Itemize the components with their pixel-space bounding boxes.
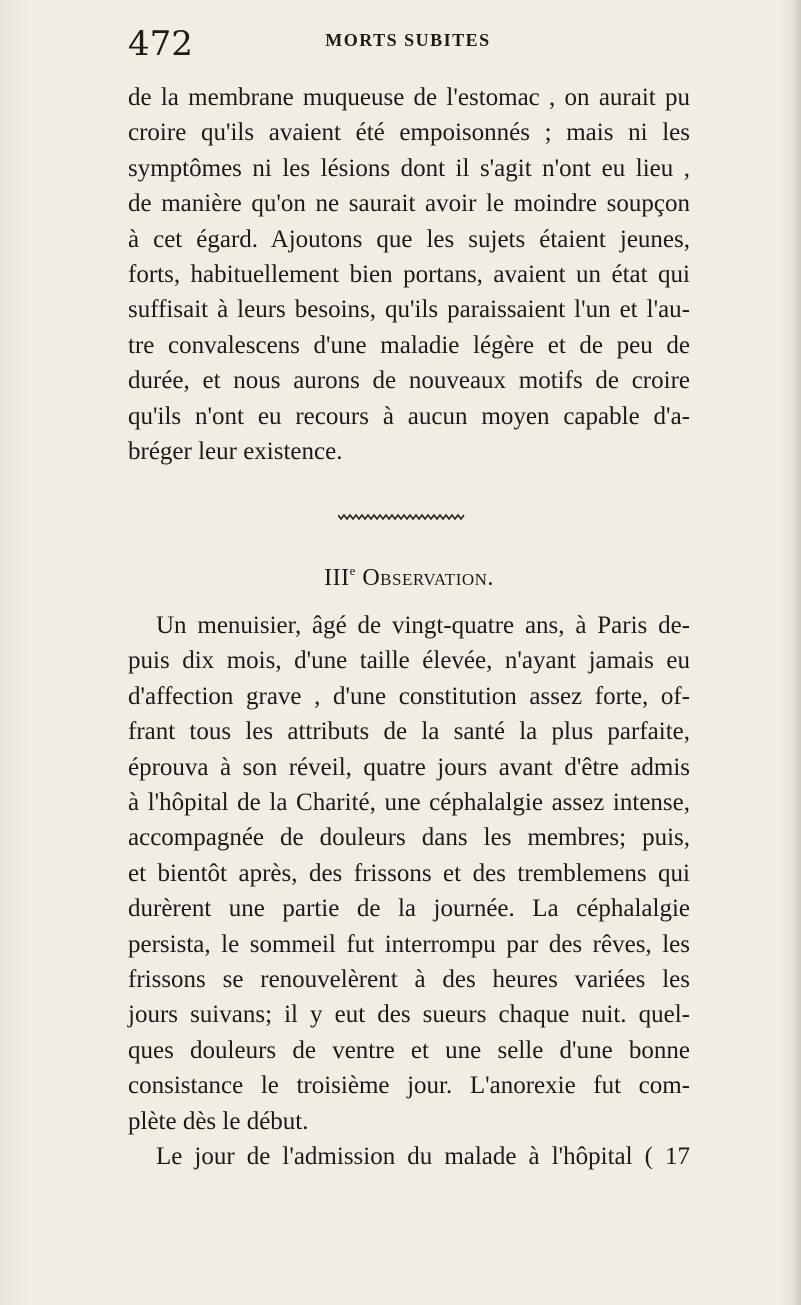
text-line: Un menuisier, âgé de vingt-quatre ans, à Paris de- <box>156 612 690 639</box>
text-line: ques douleurs de ventre et une selle d'une bonne <box>128 1036 690 1064</box>
text-line: de la membrane muqueuse de l'estomac , on aurait pu <box>128 84 690 111</box>
text-line: durèrent une partie de la journée. La céphalalgie <box>128 895 690 923</box>
section-heading <box>128 556 690 593</box>
observation-paragraph <box>128 608 690 1175</box>
page-edge-shadow <box>791 0 801 1305</box>
text-line: et bientôt après, des frissons et des tremblemens qui <box>128 859 690 887</box>
text-line: durée, et nous aurons de nouveaux motifs de croire <box>128 367 690 395</box>
heading-title: Observation. <box>362 565 494 591</box>
text-line: frant tous les attributs de la santé la plus parfaite, <box>128 718 690 746</box>
page-number: 472 <box>128 24 193 64</box>
paragraph-continued <box>128 80 690 469</box>
text-line: Le jour de l'admission du malade à l'hôpital ( 17 <box>156 1143 690 1171</box>
text-line: frissons se renouvelèrent à des heures variées les <box>128 966 690 994</box>
text-line: forts, habituellement bien portans, avaient un état qui <box>128 261 690 289</box>
text-line: tre convalescens d'une maladie légère et de peu de <box>128 331 690 359</box>
text-line: jours suivans; il y eut des sueurs chaque nuit. quel- <box>128 1001 690 1029</box>
text-line: d'affection grave , d'une constitution assez forte, of- <box>128 682 690 710</box>
running-head <box>128 22 688 66</box>
text-line: accompagnée de douleurs dans les membres; puis, <box>128 824 690 852</box>
text-line: symptômes ni les lésions dont il s'agit n'ont eu lieu , <box>128 154 690 182</box>
running-title: MORTS SUBITES <box>325 30 491 50</box>
text-line: consistance le troisième jour. L'anorexie fut com- <box>128 1072 690 1100</box>
text-line: de manière qu'on ne saurait avoir le moindre soupçon <box>128 190 690 218</box>
text-line: persista, le sommeil fut interrompu par des rêves, les <box>128 930 690 958</box>
text-line: qu'ils n'ont eu recours à aucun moyen capable d'a- <box>128 402 690 430</box>
text-line: plète dès le début. <box>128 1107 309 1135</box>
text-line: suffisait à leurs besoins, qu'ils paraissaient l'un et l'au- <box>128 296 690 324</box>
text-line: croire qu'ils avaient été empoisonnés ; mais ni les <box>128 119 690 147</box>
heading-numeral: III <box>324 565 350 591</box>
text-line: à cet égard. Ajoutons que les sujets étaient jeunes, <box>128 225 690 253</box>
text-line: puis dix mois, d'une taille élevée, n'ayant jamais eu <box>128 647 690 675</box>
ornamental-separator <box>338 512 466 522</box>
text-line: à l'hôpital de la Charité, une céphalalgie assez intense, <box>128 789 690 817</box>
text-line: bréger leur existence. <box>128 438 343 466</box>
text-line: éprouva à son réveil, quatre jours avant d'être admis <box>128 753 690 781</box>
heading-superscript: e <box>349 563 356 578</box>
